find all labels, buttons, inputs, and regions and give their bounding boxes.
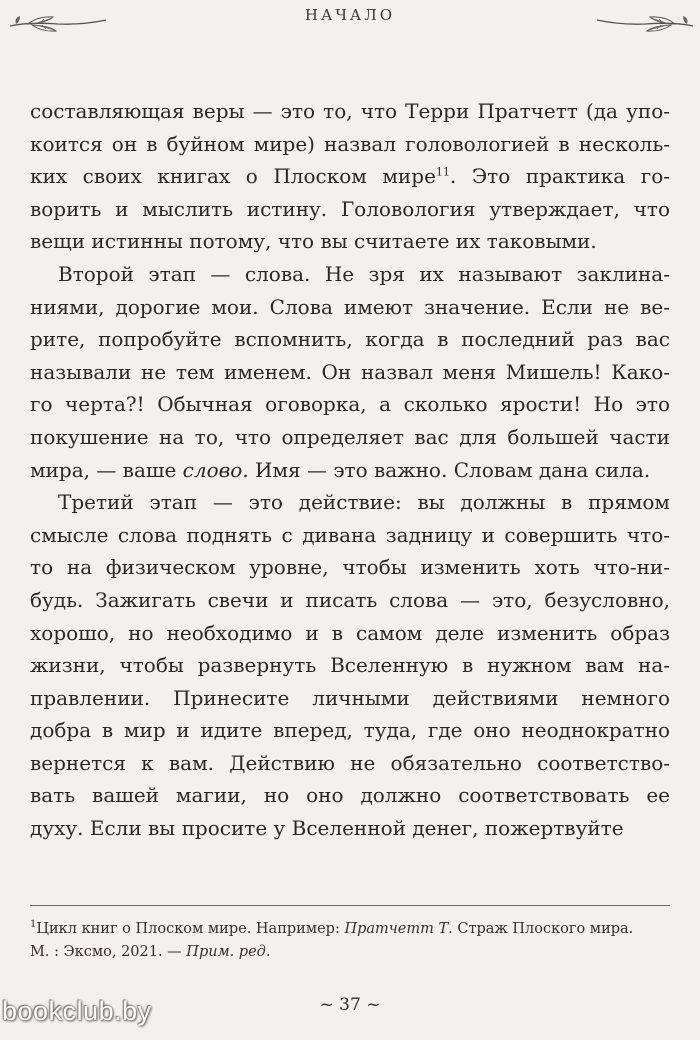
- text-segment: . Это практика го-: [449, 164, 670, 189]
- footnote-line-2: [30, 941, 675, 964]
- text-line: называли не тем именем. Он назвал меня Мишель! Како-: [30, 359, 670, 384]
- footnote: [30, 918, 675, 964]
- text-line: ворить и мыслить истину. Головология утверждает, что: [30, 196, 670, 221]
- footnote-author: Пратчетт Т.: [344, 921, 453, 937]
- emphasis-text: слово.: [182, 457, 249, 482]
- text-line: духу. Если вы просите у Вселенной денег, пожертвуйте: [30, 816, 624, 841]
- footnote-book-title: Страж Плоского мира.: [452, 921, 634, 937]
- footnote-publisher: М. : Эксмо, 2021. —: [30, 944, 187, 960]
- text-line: [30, 160, 670, 193]
- text-line: добра в мир и идите вперед, туда, где оно неоднократно: [30, 718, 670, 743]
- text-line: составляющая веры — это то, что Терри Пратчетт (да упо-: [30, 99, 670, 123]
- footnote-line-1: [30, 918, 675, 941]
- footnote-editor-note: Прим. ред.: [186, 944, 271, 960]
- text-line: вать вашей магии, но оно должно соответствовать ее: [30, 783, 670, 808]
- text-line: покушение на то, что определяет вас для большей части: [30, 424, 670, 449]
- text-segment: Имя — это важно. Словам дана сила.: [248, 457, 651, 482]
- text-line: смысле слова поднять с дивана задницу и совершить что-: [30, 522, 670, 547]
- running-head: НАЧАЛО: [304, 6, 396, 24]
- footnote-ref: 11: [435, 165, 450, 179]
- text-line: го черта?! Обычная оговорка, а сколько ярости! Но это: [30, 392, 670, 417]
- text-line: вернется к вам. Действию не обязательно соответство-: [30, 750, 670, 775]
- footnote-separator: [30, 905, 670, 906]
- leaf-ornament-right-icon: [585, 8, 695, 38]
- text-line: хорошо, но необходимо и в самом деле изменить образ: [30, 620, 670, 645]
- footnote-number: 1: [30, 919, 37, 931]
- footnote-text: Цикл книг о Плоском мире. Например:: [36, 921, 345, 937]
- text-line: коится он в буйном мире) назвал головологией в несколь-: [30, 131, 670, 156]
- text-line: будь. Зажигать свечи и писать слова — это, безусловно,: [30, 587, 670, 612]
- text-line: вещи истинны потому, что вы считаете их таковыми.: [30, 229, 597, 254]
- page-header: [0, 0, 700, 40]
- text-line: правлении. Принесите личными действиями немного: [30, 685, 670, 710]
- text-segment: мира, — ваше: [30, 457, 183, 482]
- text-line: Третий этап — это действие: вы должны в прямом: [58, 490, 670, 515]
- text-line: ниями, дорогие мои. Слова имеют значение. Если не ве-: [30, 294, 670, 319]
- page-number: ~ 37 ~: [319, 995, 381, 1015]
- body-text: [30, 95, 670, 845]
- text-line: жизни, чтобы развернуть Вселенную в нужном вам на-: [30, 653, 670, 678]
- text-line: Второй этап — слова. Не зря их называют заклина-: [58, 261, 670, 286]
- text-line: [30, 454, 670, 487]
- text-line: рите, попробуйте вспомнить, когда в последний раз вас: [30, 327, 670, 352]
- watermark-logo: bookclub.by: [2, 996, 152, 1026]
- text-segment: ких своих книгах о Плоском мире: [30, 164, 436, 189]
- text-line: то на физическом уровне, чтобы изменить хоть что-ни-: [30, 555, 670, 580]
